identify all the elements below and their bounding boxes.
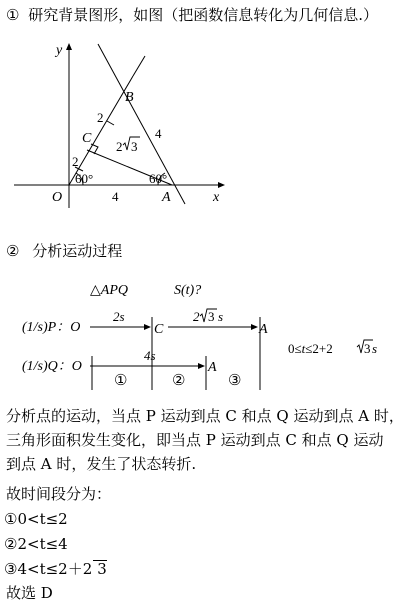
conclusion: 故选 D [6,584,53,602]
P-second-unit: s [218,309,224,324]
length-AB: 4 [155,126,162,141]
line-AB [98,44,185,204]
section2-title: 分析运动过程 [32,242,123,260]
geometry-figure [0,28,240,208]
label-y: y [56,43,63,58]
time-range-rad: 3 [364,341,371,356]
P-second-coef: 2 [193,309,200,324]
phase-3-marker: ③ [228,373,242,389]
label-A: A [162,190,171,205]
interval-2 [4,532,68,556]
area-function-label: S(t)? [174,283,202,298]
intervals-title: 故时间段分为： [6,485,112,503]
tick-CB [107,121,114,125]
interval-3-expr: 4<t≤2＋2 [17,560,93,578]
P-second-rad: 3 [208,309,215,324]
interval-3-sqrt [93,560,107,577]
Q-point-A: A [208,360,217,375]
interval-3-rad: 3 [97,560,107,578]
time-range-mid: ≤2+2 [305,341,333,356]
row-P-label: (1/s)P：O [22,320,81,335]
time-range-left: 0≤ [288,341,302,356]
angle-label-O: 60° [75,171,94,186]
angle-label-A: 60° [149,171,168,186]
section1-title: 研究背景图形，如图（把函数信息转化为几何信息.） [28,6,379,24]
interval-1-expr: 0<t≤2 [17,510,68,528]
Q-duration: 4s [144,348,156,363]
time-range [288,341,333,356]
triangle-label: △APQ [90,283,128,298]
length-CA-rad: 3 [131,139,138,154]
section1-heading [6,4,378,25]
P-point-A: A [259,322,268,337]
interval-2-marker: ② [4,535,18,553]
label-O: O [52,190,63,205]
section2-heading [6,240,122,261]
analysis-line-3: 到点 A 时，发生了状态转折. [6,455,197,473]
length-CB: 2 [97,110,104,125]
length-OA: 4 [112,189,119,204]
analysis-line-1: 分析点的运动，当点 P 运动到点 C 和点 Q 运动到点 A 时， [6,407,404,425]
time-range-t: t [301,341,306,356]
P-point-C: C [154,322,164,337]
section2-marker: ② [6,242,20,260]
time-range-unit: s [372,341,378,356]
interval-3-marker: ③ [4,560,18,578]
section1-marker: ① [6,6,20,24]
interval-2-expr: 2<t≤4 [17,535,68,553]
length-OC: 2 [72,154,79,169]
interval-1-marker: ① [4,510,18,528]
length-CA-coef: 2 [116,139,123,154]
analysis-paragraph [6,404,404,476]
label-C: C [82,131,92,146]
P-first-duration: 2s [113,309,125,324]
phase-1-marker: ① [114,373,128,389]
motion-diagram [0,275,411,395]
row-Q-label: (1/s)Q：O [22,359,82,374]
phase-2-marker: ② [172,373,186,389]
label-B: B [125,90,134,105]
label-x: x [213,190,220,205]
analysis-line-2: 三角形面积发生变化，即当点 P 运动到点 C 和点 Q 运动 [6,431,384,449]
interval-1 [4,507,68,531]
line-OB-extension [133,56,145,76]
interval-3 [4,557,107,581]
